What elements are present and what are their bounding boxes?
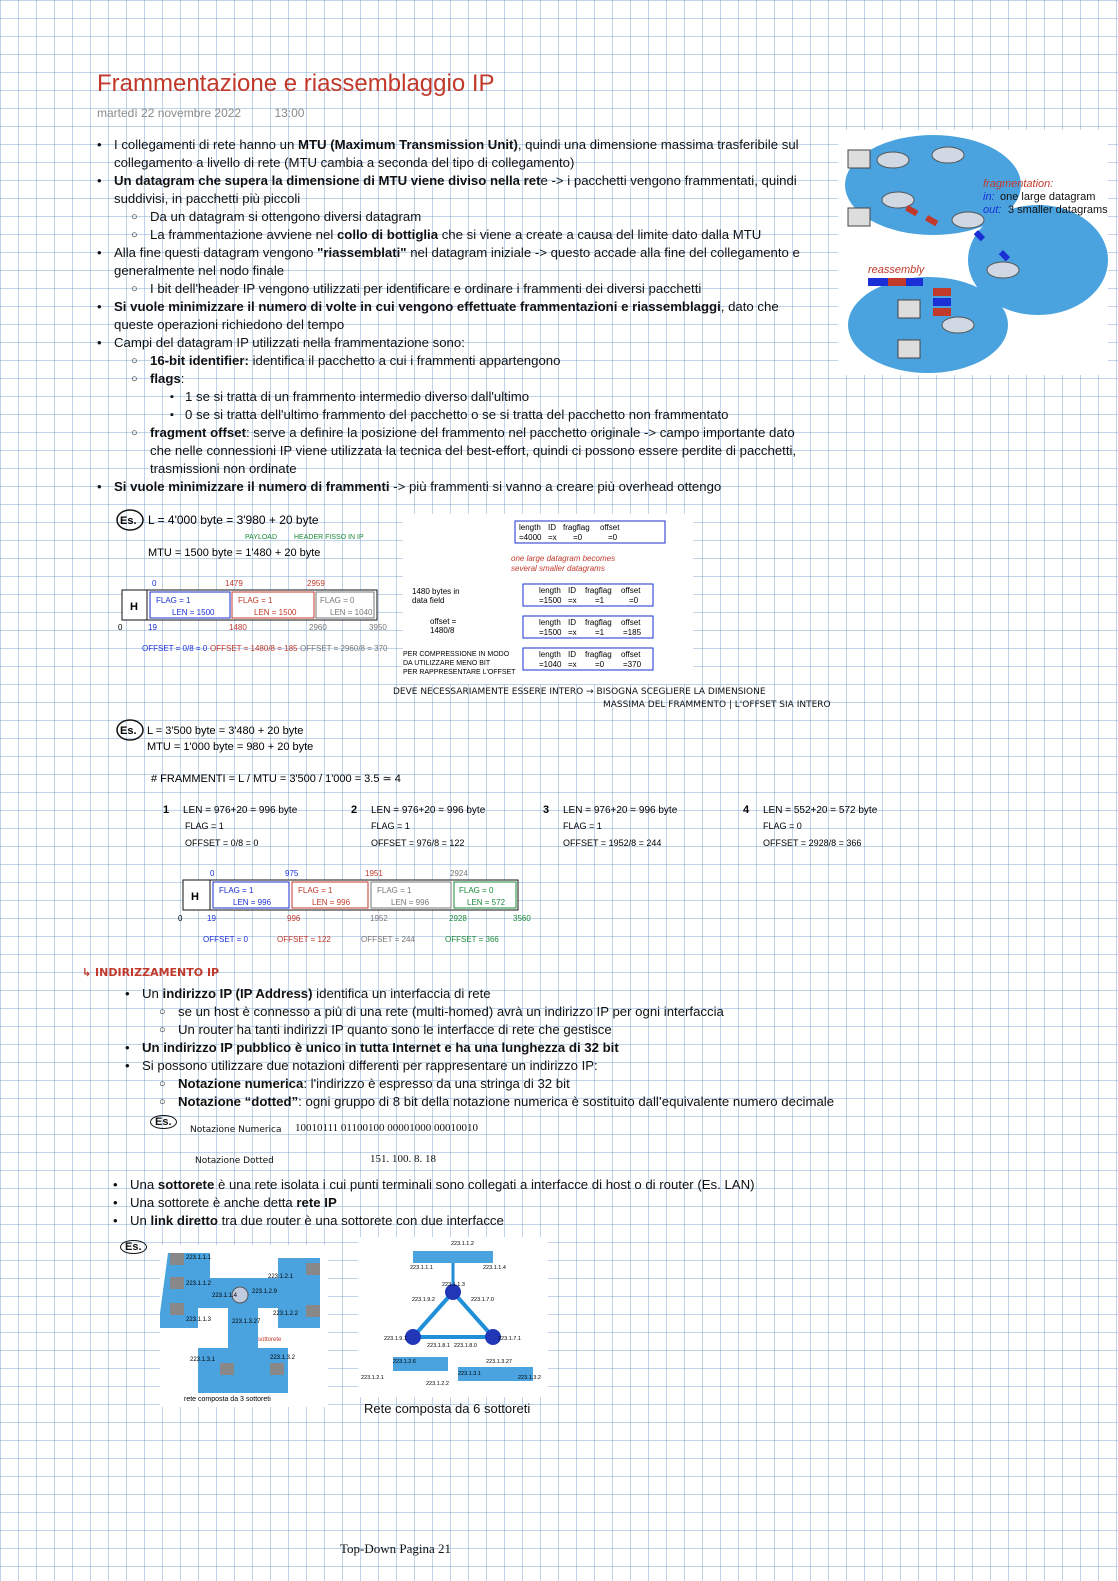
frag-in-text: one large datagram xyxy=(1000,191,1096,203)
ex2-c1-len: LEN = 976+20 = 996 byte xyxy=(183,805,298,816)
num-value: 10010111 01100100 00001000 00010010 xyxy=(295,1122,479,1134)
n2-caption: Rete composta da 6 sottoreti xyxy=(364,1401,531,1416)
kr-hdr-off: offset xyxy=(600,523,620,532)
subnet-example xyxy=(120,1237,147,1255)
note-item: ○ fragment offset: serve a definire la posizione del frammento nel pacchetto originale -> campo importante dato che nelle connessioni IP viene utilizzata la tecnica del best-effort, quindi ci possono essere perdite di pacchetti, trasmissioni non ordinate xyxy=(97,424,817,478)
page-date: martedì 22 novembre 2022 xyxy=(97,106,242,120)
frag-label: fragmentation: xyxy=(983,178,1054,190)
n2-a13: 223.1.2.2 xyxy=(426,1381,449,1387)
frag-out-text: 3 smaller datagrams xyxy=(1008,204,1108,216)
kr-r2-off: =185 xyxy=(623,628,642,637)
n2-a6: 223.1.9.1 xyxy=(384,1336,407,1342)
reassembly-label: reassembly xyxy=(868,264,925,276)
note-item: • Un indirizzo IP (IP Address) identifica un interfaccia di rete xyxy=(125,985,885,1003)
ex1-pc1: PER COMPRESSIONE IN MODO xyxy=(403,651,510,658)
note-item: • Si vuole minimizzare il numero di frammenti -> più frammenti si vanno a creare più overhead ottengo xyxy=(97,478,817,496)
ex2-c4-len: LEN = 552+20 = 572 byte xyxy=(763,805,878,816)
kr-r1-hdr-len: length xyxy=(539,586,561,595)
ex2-ln1: LEN = 996 xyxy=(312,898,351,907)
ex2-c2-len: LEN = 976+20 = 996 byte xyxy=(371,805,486,816)
kr-red1: one large datagram becomes xyxy=(511,554,616,563)
ex1-o3: OFFSET = 2960/8 = 370 xyxy=(300,644,388,653)
n2-a8: 223.1.8.0 xyxy=(454,1343,477,1349)
n1-caption: rete composta da 3 sottoreti xyxy=(184,1396,271,1403)
ex2-n4: 4 xyxy=(743,804,750,816)
kr-big-flag: =0 xyxy=(573,533,583,542)
n1-a4: 223.1.2.1 xyxy=(268,1274,294,1280)
frag-out-label: out: xyxy=(983,204,1002,216)
ex2-c1-off: OFFSET = 0/8 = 0 xyxy=(185,838,259,848)
n1-a8: 223.1.3.1 xyxy=(190,1357,216,1363)
kr-r3-hdr-id: ID xyxy=(568,650,576,659)
ex1-f1a: FLAG = 1 xyxy=(156,596,191,605)
n2-a12: 223.1.2.1 xyxy=(361,1375,384,1381)
ex1-deve1: DEVE NECESSARIAMENTE ESSERE INTERO → BISOGNA SCEGLIERE LA DIMENSIONE xyxy=(393,687,766,697)
kr-r1-hdr-off: offset xyxy=(621,586,641,595)
ex1-b3: 2960 xyxy=(309,623,327,632)
ex2-c3-len: LEN = 976+20 = 996 byte xyxy=(563,805,678,816)
ex1-header: HEADER FISSO IN IP xyxy=(294,534,364,541)
ex2-ln3: LEN = 572 xyxy=(467,898,506,907)
kr-r3-flag: =0 xyxy=(595,660,605,669)
kr-r1-hdr-id: ID xyxy=(568,586,576,595)
ex1-pc2: DA UTILIZZARE MENO BIT xyxy=(403,660,491,667)
ex2-fl2: FLAG = 1 xyxy=(377,886,412,895)
kr-bytes1: 1480 bytes in xyxy=(412,587,460,596)
note-item: • Si vuole minimizzare il numero di volte in cui vengono effettuate frammentazioni e riassemblaggi, dato che queste operazioni richiedono del tempo xyxy=(97,298,817,334)
note-item: • Alla fine questi datagram vengono "riassemblati" nel datagram iniziale -> questo accade alla fine del collegamento e generalmente nel nodo finale xyxy=(97,244,817,280)
note-item: ○ I bit dell'header IP vengono utilizzati per identificare e ordinare i frammenti dei diversi pacchetti xyxy=(97,280,817,298)
n2-a4: 223.1.9.2 xyxy=(412,1297,435,1303)
ex1-line2: MTU = 1500 byte = 1'480 + 20 byte xyxy=(148,547,321,559)
ex2-b1: 19 xyxy=(207,914,216,923)
note-item: • Campi del datagram IP utilizzati nella frammentazione sono: xyxy=(97,334,817,352)
kr-r2-flag: =1 xyxy=(595,628,605,637)
ex1-f2a: FLAG = 1 xyxy=(238,596,273,605)
n1-a5: 223.1.1.3 xyxy=(186,1317,212,1323)
ex1-f3a: FLAG = 0 xyxy=(320,596,355,605)
n1-a7: 223.1.2.2 xyxy=(273,1311,299,1317)
ip-es2: Es. xyxy=(120,1240,147,1254)
note-item: ○ Notazione numerica: l'indirizzo è espresso da una stringa di 32 bit xyxy=(125,1075,885,1093)
note-item: ○ flags: xyxy=(97,370,817,388)
example1-handwritten xyxy=(112,506,412,666)
ip-heading: ↳ INDIRIZZAMENTO IP xyxy=(82,966,220,979)
fragmentation-figure xyxy=(838,130,1108,375)
page-title: Frammentazione e riassemblaggio IP xyxy=(97,70,495,97)
note-item: ○ La frammentazione avviene nel collo di bottiglia che si viene a create a causa del limite dato dalla MTU xyxy=(97,226,817,244)
n2-a2: 223.1.1.4 xyxy=(483,1265,506,1271)
kr-off1: offset = xyxy=(430,617,457,626)
n1-a6: 223.1.3.27 xyxy=(232,1319,261,1325)
ex1-b0: 0 xyxy=(118,623,123,632)
kr-r2-len: =1500 xyxy=(539,628,562,637)
kr-r3-off: =370 xyxy=(623,660,642,669)
n2-a10: 223.1.2.6 xyxy=(393,1359,416,1365)
kr-big-id: =x xyxy=(548,533,557,542)
ex2-b3: 1952 xyxy=(370,914,388,923)
kr-big-off: =0 xyxy=(608,533,618,542)
note-item: ○ se un host è connesso a più di una rete (multi-homed) avrà un indirizzo IP per ogni interfaccia xyxy=(125,1003,885,1021)
example2-handwritten xyxy=(115,718,915,948)
kr-off2: 1480/8 xyxy=(430,626,455,635)
ex2-b4: 2928 xyxy=(449,914,467,923)
ip-notes-list xyxy=(125,985,885,1111)
ex1-tick0: 0 xyxy=(152,579,157,588)
ex2-b5: 3560 xyxy=(513,914,531,923)
n1-a0: 223.1.1.1 xyxy=(186,1255,212,1261)
ex1-f2b: LEN = 1500 xyxy=(254,608,297,617)
n2-a1: 223.1.1.1 xyxy=(410,1265,433,1271)
notes-list xyxy=(97,136,817,496)
ex2-c2-flag: FLAG = 1 xyxy=(371,821,410,831)
note-item: ○ Notazione “dotted”: ogni gruppo di 8 bit della notazione numerica è sostituito dall’equivalente numero decimale xyxy=(125,1093,885,1111)
note-item: ▪ 0 se si tratta dell'ultimo frammento del pacchetto o se si tratta del pacchetto non frammentato xyxy=(97,406,817,424)
n2-a15: 223.1.3.2 xyxy=(518,1375,541,1381)
kr-r2-hdr-id: ID xyxy=(568,618,576,627)
ex2-h: H xyxy=(191,891,199,903)
ex1-f1b: LEN = 1500 xyxy=(172,608,215,617)
kurose-fragment-table xyxy=(403,514,693,684)
ex1-payload: PAYLOAD xyxy=(245,534,278,541)
n2-a5: 223.1.7.0 xyxy=(471,1297,494,1303)
n1-sottorete: sottorete xyxy=(258,1337,282,1343)
ex2-line2: MTU = 1'000 byte = 980 + 20 byte xyxy=(147,741,314,753)
ex2-n2: 2 xyxy=(351,804,358,816)
n2-a14: 223.1.3.1 xyxy=(458,1371,481,1377)
page-footer: Top-Down Pagina 21 xyxy=(340,1541,452,1556)
kr-r3-hdr-off: offset xyxy=(621,650,641,659)
ex2-c4-flag: FLAG = 0 xyxy=(763,821,802,831)
kr-big-len: =4000 xyxy=(519,533,542,542)
network-6-subnets xyxy=(358,1237,548,1397)
kr-r1-off: =0 xyxy=(629,596,639,605)
note-item: ○ 16-bit identifier: identifica il pacchetto a cui i frammenti appartengono xyxy=(97,352,817,370)
ex2-c3-flag: FLAG = 1 xyxy=(563,821,602,831)
n1-a3: 223.1.2.9 xyxy=(252,1289,278,1295)
kr-r1-id: =x xyxy=(568,596,577,605)
note-item: • Un indirizzo IP pubblico è unico in tutta Internet e ha una lunghezza di 32 bit xyxy=(125,1039,885,1057)
kr-hdr-flag: fragflag xyxy=(563,523,590,532)
kr-hdr-id: ID xyxy=(548,523,556,532)
kr-r3-id: =x xyxy=(568,660,577,669)
note-item: ▪ 1 se si tratta di un frammento intermedio diverso dall'ultimo xyxy=(97,388,817,406)
kr-r3-len: =1040 xyxy=(539,660,562,669)
ex2-line1: L = 3'500 byte = 3'480 + 20 byte xyxy=(147,725,304,737)
note-item: • Una sottorete è anche detta rete IP xyxy=(113,1194,873,1212)
ex2-t0: 0 xyxy=(210,869,215,878)
ex2-ln0: LEN = 996 xyxy=(233,898,272,907)
n2-a7: 223.1.8.1 xyxy=(427,1343,450,1349)
ex1-line1: L = 4'000 byte = 3'980 + 20 byte xyxy=(148,513,319,527)
num-label: Notazione Numerica xyxy=(190,1125,282,1135)
ex2-t1: 975 xyxy=(285,869,299,878)
note-item: • Un datagram che supera la dimensione di MTU viene diviso nella rete -> i pacchetti vengono frammentati, quindi suddivisi, in pacchetti più piccoli xyxy=(97,172,817,208)
ex1-b1: 19 xyxy=(148,623,157,632)
ex2-c4-off: OFFSET = 2928/8 = 366 xyxy=(763,838,862,848)
kr-r2-hdr-flag: fragflag xyxy=(585,618,612,627)
ip-es: Es. xyxy=(150,1115,177,1129)
ex2-n3: 3 xyxy=(543,804,550,816)
note-item: ○ Un router ha tanti indirizzi IP quanto sono le interfacce di rete che gestisce xyxy=(125,1021,885,1039)
ex1-pc3: PER RAPPRESENTARE L'OFFSET xyxy=(403,669,516,676)
n1-a1: 223.1.1.2 xyxy=(186,1281,212,1287)
note-item: • I collegamenti di rete hanno un MTU (Maximum Transmission Unit), quindi una dimensione massima trasferibile sul collegamento a livello di rete (MTU cambia a seconda del tipo di collegamento) xyxy=(97,136,817,172)
note-item: • Una sottorete è una rete isolata i cui punti terminali sono collegati a interfacce di host o di router (Es. LAN) xyxy=(113,1176,873,1194)
ex1-o2: OFFSET = 1480/8 = 185 xyxy=(210,644,298,653)
ex1-deve xyxy=(393,686,831,712)
ex2-ln2: LEN = 996 xyxy=(391,898,430,907)
ex2-fl3: FLAG = 0 xyxy=(459,886,494,895)
ex2-c2-off: OFFSET = 976/8 = 122 xyxy=(371,838,465,848)
n2-a11: 223.1.3.27 xyxy=(486,1359,512,1365)
kr-r2-hdr-len: length xyxy=(539,618,561,627)
kr-bytes2: data field xyxy=(412,596,445,605)
note-item: • Un link diretto tra due router è una sottorete con due interfacce xyxy=(113,1212,873,1230)
n2-a9: 223.1.7.1 xyxy=(498,1336,521,1342)
ex2-fl1: FLAG = 1 xyxy=(298,886,333,895)
kr-r1-flag: =1 xyxy=(595,596,605,605)
dot-value: 151. 100. 8. 18 xyxy=(370,1153,436,1165)
kr-r1-hdr-flag: fragflag xyxy=(585,586,612,595)
ex2-t2: 1951 xyxy=(365,869,383,878)
kr-hdr-len: length xyxy=(519,523,541,532)
ex1-o1: OFFSET = 0/8 = 0 xyxy=(142,644,208,653)
ex1-h: H xyxy=(130,601,138,613)
ex1-es: Es. xyxy=(120,515,137,527)
ex2-fl0: FLAG = 1 xyxy=(219,886,254,895)
ex1-deve2: MASSIMA DEL FRAMMENTO | L'OFFSET SIA INTERO xyxy=(603,700,831,710)
ex1-f3b: LEN = 1040 xyxy=(330,608,373,617)
ex2-t3: 2924 xyxy=(450,869,468,878)
page-meta xyxy=(97,106,304,120)
frag-in-label: in: xyxy=(983,191,995,203)
ex2-b0: 0 xyxy=(178,914,183,923)
ex2-c3-off: OFFSET = 1952/8 = 244 xyxy=(563,838,662,848)
ex2-es: Es. xyxy=(120,725,137,737)
n2-a3: 223.1.1.3 xyxy=(442,1282,465,1288)
note-item: • Si possono utilizzare due notazioni differenti per rappresentare un indirizzo IP: xyxy=(125,1057,885,1075)
ex2-of1: OFFSET = 122 xyxy=(277,935,331,944)
ex2-of3: OFFSET = 366 xyxy=(445,935,499,944)
ex1-tick2: 2959 xyxy=(307,579,325,588)
ex2-of0: OFFSET = 0 xyxy=(203,935,248,944)
kr-r3-hdr-flag: fragflag xyxy=(585,650,612,659)
kr-r3-hdr-len: length xyxy=(539,650,561,659)
ex2-nfr: # FRAMMENTI = L / MTU = 3'500 / 1'000 = 3.5 ≃ 4 xyxy=(151,773,401,785)
network-3-subnets xyxy=(160,1245,328,1407)
n2-a0: 223.1.1.2 xyxy=(451,1241,474,1247)
kr-red2: several smaller datagrams xyxy=(511,564,605,573)
ex1-b4: 3950 xyxy=(369,623,387,632)
ex2-of2: OFFSET = 244 xyxy=(361,935,415,944)
ex2-b2: 996 xyxy=(287,914,301,923)
dot-label: Notazione Dotted xyxy=(195,1156,274,1166)
ex1-tick1: 1479 xyxy=(225,579,243,588)
notation-example xyxy=(150,1112,177,1130)
n1-a9: 223.1.3.2 xyxy=(270,1355,296,1361)
page-time: 13:00 xyxy=(274,106,305,120)
subnet-notes xyxy=(113,1176,873,1230)
ex2-n1: 1 xyxy=(163,804,170,816)
ex2-c1-flag: FLAG = 1 xyxy=(185,821,224,831)
kr-r2-id: =x xyxy=(568,628,577,637)
ex1-b2: 1480 xyxy=(229,623,247,632)
kr-r1-len: =1500 xyxy=(539,596,562,605)
note-item: ○ Da un datagram si ottengono diversi datagram xyxy=(97,208,817,226)
n1-a2: 223.1.1.4 xyxy=(212,1293,238,1299)
kr-r2-hdr-off: offset xyxy=(621,618,641,627)
